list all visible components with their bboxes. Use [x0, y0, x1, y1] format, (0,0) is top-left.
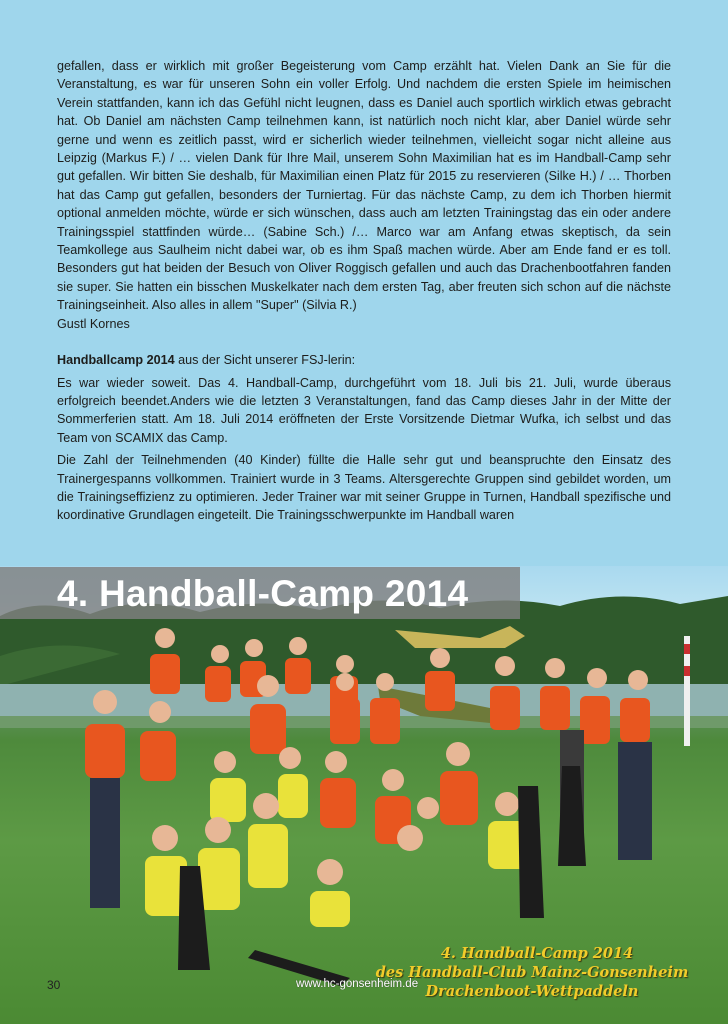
- section-heading-rest: aus der Sicht unserer FSJ-lerin:: [174, 353, 356, 368]
- page-number: 30: [47, 978, 61, 992]
- caption-line-1: 4. Handball-Camp 2014: [440, 945, 634, 962]
- photo-caption: [352, 944, 712, 1001]
- section-heading: [57, 351, 671, 369]
- website-link[interactable]: www.hc-gonsenheim.de: [296, 978, 419, 990]
- caption-line-3: Drachenboot-Wettpaddeln: [425, 983, 639, 1000]
- banner-title: 4. Handball-Camp 2014: [57, 573, 469, 614]
- title-banner: [0, 567, 520, 619]
- caption-line-2: des Handball-Club Mainz-Gonsenheim: [375, 964, 689, 981]
- paragraph-camp-summary: Es war wieder soweit. Das 4. Handball-Camp, durchgeführt vom 18. Juli bis 21. Juli, wurde überaus erfolgreich beendet.Anders wie die letzten 3 Veranstaltungen, fand das Camp dieses Jahr in der Mitte der Sommerferien statt. Am 18. Juli 2014 eröffneten der Erste Vorsitzende Dietmar Wufka, ich selbst und das Team von SCAMIX das Camp.: [57, 375, 671, 445]
- author-signature: Gustl Kornes: [57, 316, 130, 331]
- section-heading-bold: Handballcamp 2014: [57, 353, 175, 368]
- paragraph-testimonials: gefallen, dass er wirklich mit großer Begeisterung vom Camp erzählt hat. Vielen Dank an Sie für die Veranstaltung, es war für unseren Sohn ein voller Erfolg. Und nachdem die ersten Spiele im heimischen Verein stattfanden, kann ich das Gefühl nicht leugnen, dass es Daniel auch sportlich wirklich etwas gebracht hat. Ob Daniel am nächsten Camp teilnehmen kann, ist natürlich noch nicht klar, aber Daniel würde sehr gerne und wenn es zeitlich passt, wird er sicherlich wieder teilnehmen, vielleicht sogar nicht alleine aus Leipzig (Markus F.) / … vielen Dank für Ihre Mail, unserem Sohn Maximilian hat es im Handball-Camp sehr gut gefallen. Wir bitten Sie deshalb, für Maximilian einen Platz für 2015 zu reservieren (Silke H.) / … Thorben hat das Camp gut gefallen, besonders der Turniertag. Für das nächste Camp, zu dem ich Thorben hiermit optional anmelden möchte, würde er sich wünschen, dass auch am letzten Trainingstag das ein oder andere Trainingsspiel stattfinden würde… (Sabine Sch.) /… Marco war am Anfang etwas skeptisch, da sein Teamkollege aus Saulheim nicht dabei war, ob es ihm Spaß machen würde. Aber am Ende fand er es toll. Besonders gut hat beiden der Besuch von Oliver Roggisch gefallen und auch das Drachenbootfahren fanden sie super. Sie hatten ein bisschen Muskelkater nach dem ersten Tag, aber freuten sich schon auf die nächste Trainingseinheit. Also alles in allem "Super" (Silvia R.): [57, 59, 671, 313]
- article-text: [57, 57, 671, 525]
- paragraph-participants: Die Zahl der Teilnehmenden (40 Kinder) füllte die Halle sehr gut und beanspruchte den Einsatz des Trainergespanns vollkommen. Trainiert wurde in 3 Teams. Altersgerechte Gruppen sind gebildet worden, um die Trainingseffizienz zu optimieren. Jeder Trainer war mit seiner Gruppe in Turnen, Handball spezifische und koordinative Grundlagen eingeteilt. Die Trainingsschwerpunkte im Handball waren: [57, 453, 671, 523]
